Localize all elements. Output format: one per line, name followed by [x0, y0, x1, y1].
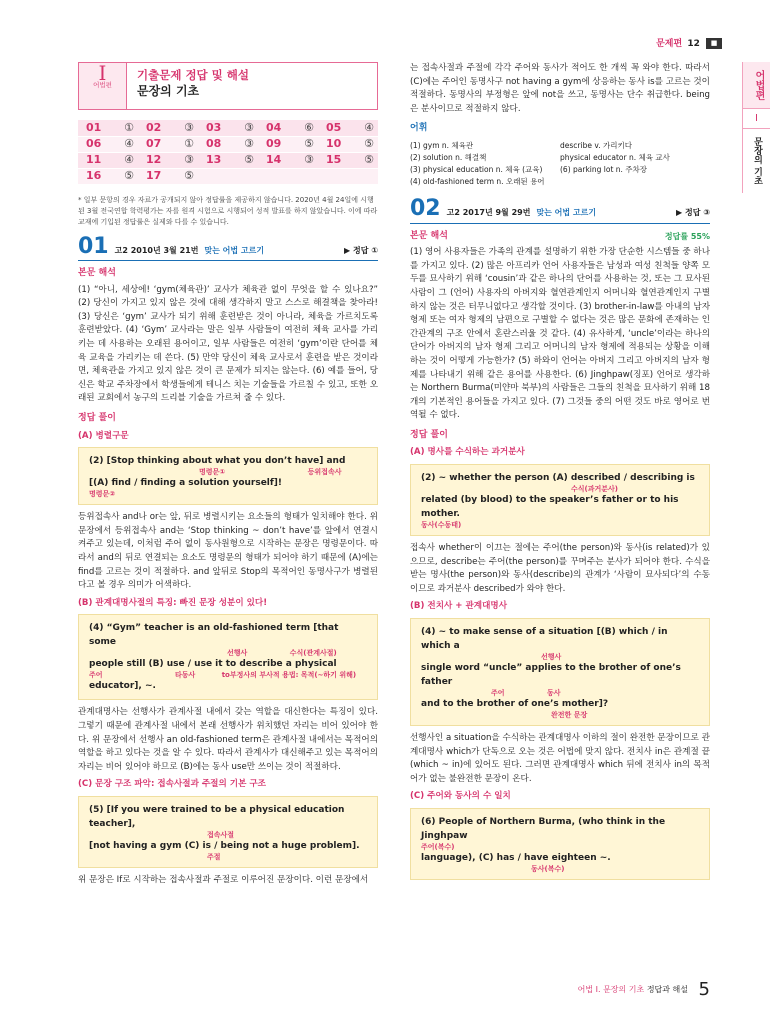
answer-number: 13	[198, 152, 240, 168]
example-line: [(A) find / finding a solution yourself]!	[89, 478, 283, 489]
example-b	[410, 618, 710, 726]
question-meta: 고2 2017년 9월 29번	[446, 207, 531, 217]
section-translation	[410, 230, 710, 244]
chapter-roman	[79, 63, 127, 109]
page-icon: ■	[706, 38, 722, 49]
example-c	[78, 796, 378, 868]
example-label: 주절	[207, 852, 221, 861]
answer-choice: ④	[360, 120, 378, 136]
vocab-item: (2) solution n. 해결책	[410, 152, 487, 162]
answer-row	[78, 120, 378, 136]
question-answer: ▶ 정답 ①	[344, 245, 378, 255]
vocab-item: (3) physical education n. 체육 (교육)	[410, 164, 543, 174]
example-label: 동사	[546, 689, 561, 698]
correct-rate: 정답률 55%	[664, 231, 710, 241]
example-line: [not having a gym (C) is / being not a huge problem].	[89, 840, 360, 851]
example-label: 주어	[89, 671, 103, 680]
point-b-body: 선행사인 a situation을 수식하는 관계대명사 이하의 절이 완전한 문장이므로 관계대명사 which가 단독으로 오는 것은 어법에 맞지 않다. 전치사 in은 관계절 끝(which ~ in)에 있어도 된다. 그러면 관계대명사 which 뒤에 전치사 in의 목적어가 없는 불완전한 문장이 온다.	[410, 733, 710, 784]
side-tab-chapter: 문장의 기초	[743, 129, 770, 193]
chapter-title-line2: 문장의 기초	[137, 83, 200, 98]
header-section: 문제편	[656, 39, 683, 49]
answer-number: 10	[318, 136, 360, 152]
footer-label: 어법 I. 문장의 기초	[577, 985, 645, 994]
vocab-row	[410, 152, 710, 164]
example-labels	[89, 671, 367, 679]
roman-numeral: I	[98, 61, 107, 85]
answer-choice: ④	[120, 152, 138, 168]
example-a	[410, 464, 710, 536]
header-page: 12	[687, 39, 700, 49]
answer-choice	[360, 168, 378, 184]
vocab-list	[410, 140, 710, 188]
example-line: (6) People of Northern Burma, (who think in the Jinghpaw	[421, 817, 666, 841]
answer-number: 07	[138, 136, 180, 152]
answer-number: 05	[318, 120, 360, 136]
section-explanation: 정답 풀이	[410, 429, 448, 440]
question-number: 01	[78, 233, 109, 259]
question-type: 맞는 어법 고르기	[536, 207, 597, 217]
example-label: 타동사	[174, 671, 196, 680]
example-label: 명령문②	[89, 490, 116, 499]
answer-number: 16	[78, 168, 120, 184]
page-footer	[578, 979, 710, 1000]
point-a-body: 등위접속사 and나 or는 앞, 뒤로 병렬시키는 요소들의 형태가 일치해야 한다. 위 문장에서 등위접속사 and는 ‘Stop thinking ~ don’t have’를 앞에서 연결시켜주고 있는데, 이처럼 주어 없이 동사원형으로 시작하는 문장은 명령문이다. 따라서 and의 뒤로 연결되는 요소도 명령문의 형태가 되어야 하기 때문에 (A)에는 find를 고르는 것이 적절하다. and 앞뒤로 Stop의 목적어인 동명사구가 병렬된다고 볼 경우 의미가 어색하다.	[78, 512, 378, 591]
example-labels	[89, 468, 367, 476]
section-explanation: 정답 풀이	[78, 413, 116, 424]
question-type: 맞는 어법 고르기	[204, 245, 265, 255]
example-label: 선행사	[227, 649, 248, 658]
answer-choice: ①	[120, 120, 138, 136]
point-c-body: 위 문장은 If로 시작하는 접속사절과 주절로 이루어진 문장이다. 이런 문장에서	[78, 874, 369, 885]
example-labels	[89, 649, 367, 657]
chapter-title-line1: 기출문제 정답 및 해설	[137, 68, 249, 82]
example-label: 주어	[491, 689, 505, 698]
vocab-row	[410, 164, 710, 176]
left-column	[78, 62, 378, 888]
point-c-title: (C) 주어와 동사의 수 일치	[410, 791, 511, 802]
example-label: 주어(복수)	[421, 843, 455, 851]
vocab-row	[410, 176, 710, 188]
answer-number: 09	[258, 136, 300, 152]
point-b-title: (B) 관계대명사절의 특징: 빠진 문장 성분이 있다!	[78, 597, 268, 608]
point-a-body: 접속사 whether이 이끄는 절에는 주어(the person)와 동사(is related)가 있으므로, describe는 주어(the person)를 꾸며주는 분사가 되어야 한다. 수식을 받는 명사(the person)와 동사(describe)의 관계가 ‘사람이 묘사되다’의 수동이므로 과거분사 described가 와야 한다.	[410, 543, 710, 594]
example-line: (5) [If you were trained to be a physical education teacher],	[89, 804, 345, 829]
answer-number: 12	[138, 152, 180, 168]
answer-number	[318, 168, 360, 184]
point-b-body: 관계대명사는 선행사가 관계사절 내에서 갖는 역할을 대신한다는 특징이 있다. 그렇기 때문에 관계사절 내에서 본래 선행사가 위치했던 자리는 비어 있어야 한다. 위 문장에서 선행사 an old-fashioned term은 관계사절 내에서는 목적어의 역할을 하고 있다는 것을 알 수 있다. 따라서 관계사가 대신해주고 있는 목적어의 자리는 비어 있어야 하므로 (B)에는 동사 use만 쓰이는 것이 적절하다.	[78, 707, 378, 772]
answer-note: * 일부 문항의 경우 자료가 공개되지 않아 정답률을 제공하지 않습니다. 2020년 4월 24일에 시행된 3월 전국연합 학력평가는 자를 원격 시험으로 시행되어 성적 발표를 하지 않았습니다. 이에 따라 교재에 기입된 정답률은 실제와 다를 수 있습니다.	[78, 195, 378, 226]
answer-choice: ⑤	[120, 168, 138, 184]
example-label: 동사(수동태)	[421, 521, 462, 530]
answer-choice: ⑤	[240, 152, 258, 168]
answer-number: 17	[138, 168, 180, 184]
example-label: 명령문①	[199, 468, 226, 477]
vocab-item: physical educator n. 체육 교사	[560, 152, 670, 162]
roman-sub: 어법편	[93, 80, 112, 89]
right-column	[410, 62, 710, 886]
section-translation: 본문 해석	[78, 268, 116, 279]
answer-number: 02	[138, 120, 180, 136]
answer-choice: ⑤	[300, 136, 318, 152]
answer-number	[198, 168, 240, 184]
answer-choice: ③	[180, 152, 198, 168]
answer-choice: ④	[120, 136, 138, 152]
answer-number: 14	[258, 152, 300, 168]
answer-number	[258, 168, 300, 184]
answer-number: 06	[78, 136, 120, 152]
side-tab-roman: I	[743, 109, 770, 129]
answer-row	[78, 168, 378, 184]
answer-number: 04	[258, 120, 300, 136]
vocab-item	[560, 176, 710, 188]
example-b	[78, 614, 378, 700]
footer-sublabel: 정답과 해설	[646, 985, 688, 994]
answer-choice: ⑥	[300, 120, 318, 136]
answer-number: 15	[318, 152, 360, 168]
example-line: (2) ~ whether the person (A) described / describing is	[421, 473, 695, 484]
translation-body: (1) 영어 사용자들은 가족의 관계를 설명하기 위한 가장 단순한 시스템들 중 하나를 가지고 있다. (2) 많은 아프리카 언어 사용자들은 남성과 여성 친척들 양쪽 모두를 묘사하기 위해 ‘cousin’과 같은 하나의 단어를 사용하는 것, 또는 그 묘사된 사람이 그 (언어) 사용자의 아버지와 혈연관계인지 어머니와 혈연관계인지 구별하지 않는 것은 터무니없다고 생각할 것이다. (3) brother-in-law를 아내의 남자 형제 또는 여자 형제의 남편으로 구별할 수 없다는 것은 많은 문화에 존재하는 인간관계의 구조 안에서 혼란스러울 것 같다. (4) 유사하게, ‘uncle’이라는 하나의 단어가 아버지의 남자 형제 그리고 어머니의 남자 형제에 적용되는 상황을 이해하는 것이 어떻게 가능한가? (5) 하와이 언어는 아버지 그리고 아버지의 남자 형제를 나타내기 위해 같은 용어를 사용한다. (6) Jinghpaw(징포) 언어로 생각하는 Northern Burma(미얀마 북부)의 사람들은 그들의 친척을 묘사하기 위해 18개의 기본적인 용어들을 가지고 있다. (7) 그것들 중의 어떤 것도 바로 영어로 번역될 수 없다.	[410, 247, 710, 421]
answer-choice: ③	[300, 152, 318, 168]
vocab-item: (4) old-fashioned term n. 오래된 용어	[410, 176, 545, 186]
example-line: (4) “Gym” teacher is an old-fashioned term [that some	[89, 623, 339, 648]
example-line: educator], ~.	[89, 681, 156, 692]
answer-grid	[78, 120, 378, 185]
vocab-item: (6) parking lot n. 주차장	[560, 164, 648, 174]
vocab-item: describe v. 가리키다	[560, 140, 632, 150]
chapter-title-box	[78, 62, 378, 110]
page-header	[656, 36, 722, 49]
answer-number: 08	[198, 136, 240, 152]
example-label: 동사(복수)	[531, 865, 565, 873]
translation-body: (1) “아니, 세상에! ‘gym(체육관)’ 교사가 체육관 없이 무엇을 할 수 있나요?” (2) 당신이 가지고 있지 않은 것에 대해 생각하지 말고 스스로 해결책을 찾아라! (3) 당신은 ‘gym’ 교사가 되기 위해 훈련받은 것이 아니라, 체육을 가르치도록 훈련받았다. (4) ‘Gym’ 교사라는 말은 일부 사람들이 여전히 체육 교사를 가리키는 데 사용하는 오래된 용어이고, 일부 사람들은 여전히 ‘gym’이란 단어를 체육 교육을 가리키는 데 쓴다. (5) 만약 당신이 체육 교사로서 훈련을 받은 것이라면, 체육관을 가지고 있지 않은 것이 큰 문제가 되지는 않는다. (6) 예를 들어, 당신은 학교 주차장에서 학생들에게 테니스 치는 기술들을 가르칠 수 있고, 또한 오래된 교회에서 농구의 드리블 기술을 가르쳐 줄 수 있다.	[78, 284, 378, 404]
example-label: 접속사절	[207, 830, 235, 839]
answer-choice: ⑤	[360, 136, 378, 152]
example-label: to부정사의 부사적 용법: 목적(~하기 위해)	[221, 671, 357, 680]
example-label: 선행사	[541, 653, 562, 662]
point-b-title: (B) 전치사 + 관계대명사	[410, 601, 507, 612]
answer-number: 11	[78, 152, 120, 168]
answer-choice	[240, 168, 258, 184]
question-02-header	[410, 195, 710, 224]
answer-choice: ③	[240, 136, 258, 152]
example-line: (2) [Stop thinking about what you don’t have] and	[89, 456, 346, 467]
example-line: single word “uncle” applies to the brother of one’s father	[421, 663, 681, 688]
page-number: 5	[698, 979, 710, 1000]
example-label: 등위접속사	[307, 468, 342, 477]
question-answer: ▶ 정답 ③	[676, 207, 710, 217]
answer-choice: ⑤	[360, 152, 378, 168]
example-a	[78, 447, 378, 505]
example-line: (4) ~ to make sense of a situation [(B) which / in which a	[421, 627, 668, 652]
continued-text: 는 접속사절과 주절에 각각 주어와 동사가 적어도 한 개씩 꼭 와야 한다. 따라서 (C)에는 주어인 동명사구 not having a gym에 상응하는 동사 is를 고르는 것이 적절하다. 동명사의 부정형은 앞에 not을 쓰고, 동명사는 단수 취급한다. being은 분사이므로 적절하지 않다.	[410, 63, 710, 114]
example-label: 수식(관계사절)	[289, 649, 337, 658]
answer-number: 03	[198, 120, 240, 136]
example-c	[410, 808, 710, 880]
answer-row	[78, 152, 378, 168]
answer-choice: ⑤	[180, 168, 198, 184]
example-line: language), (C) has / have eighteen ~.	[421, 853, 611, 863]
side-tab-part: 어법편	[743, 62, 770, 109]
point-a-title: (A) 병렬구문	[78, 430, 129, 441]
example-labels	[421, 689, 699, 697]
answer-choice: ①	[180, 136, 198, 152]
point-c-title: (C) 문장 구조 파악: 접속사절과 주절의 기본 구조	[78, 779, 266, 790]
vocab-title: 어휘	[410, 123, 428, 134]
example-line: people still (B) use / use it to describe a physical	[89, 659, 337, 670]
question-01-header	[78, 233, 378, 262]
section-translation-label: 본문 해석	[410, 230, 448, 241]
side-tab[interactable]	[742, 62, 770, 193]
example-label: 완전한 문장	[551, 711, 588, 720]
answer-choice: ③	[180, 120, 198, 136]
vocab-item: (1) gym n. 체육관	[410, 140, 474, 150]
vocab-row	[410, 140, 710, 152]
answer-number: 01	[78, 120, 120, 136]
example-line: and to the brother of one’s mother]?	[421, 699, 609, 710]
example-label: 수식(과거분사)	[571, 485, 618, 494]
answer-choice: ③	[240, 120, 258, 136]
answer-row	[78, 136, 378, 152]
answer-choice	[300, 168, 318, 184]
question-meta: 고2 2010년 3월 21번	[114, 245, 199, 255]
example-line: related (by blood) to the speaker’s father or to his mother.	[421, 495, 679, 520]
point-a-title: (A) 명사를 수식하는 과거분사	[410, 447, 525, 458]
question-number: 02	[410, 195, 441, 221]
